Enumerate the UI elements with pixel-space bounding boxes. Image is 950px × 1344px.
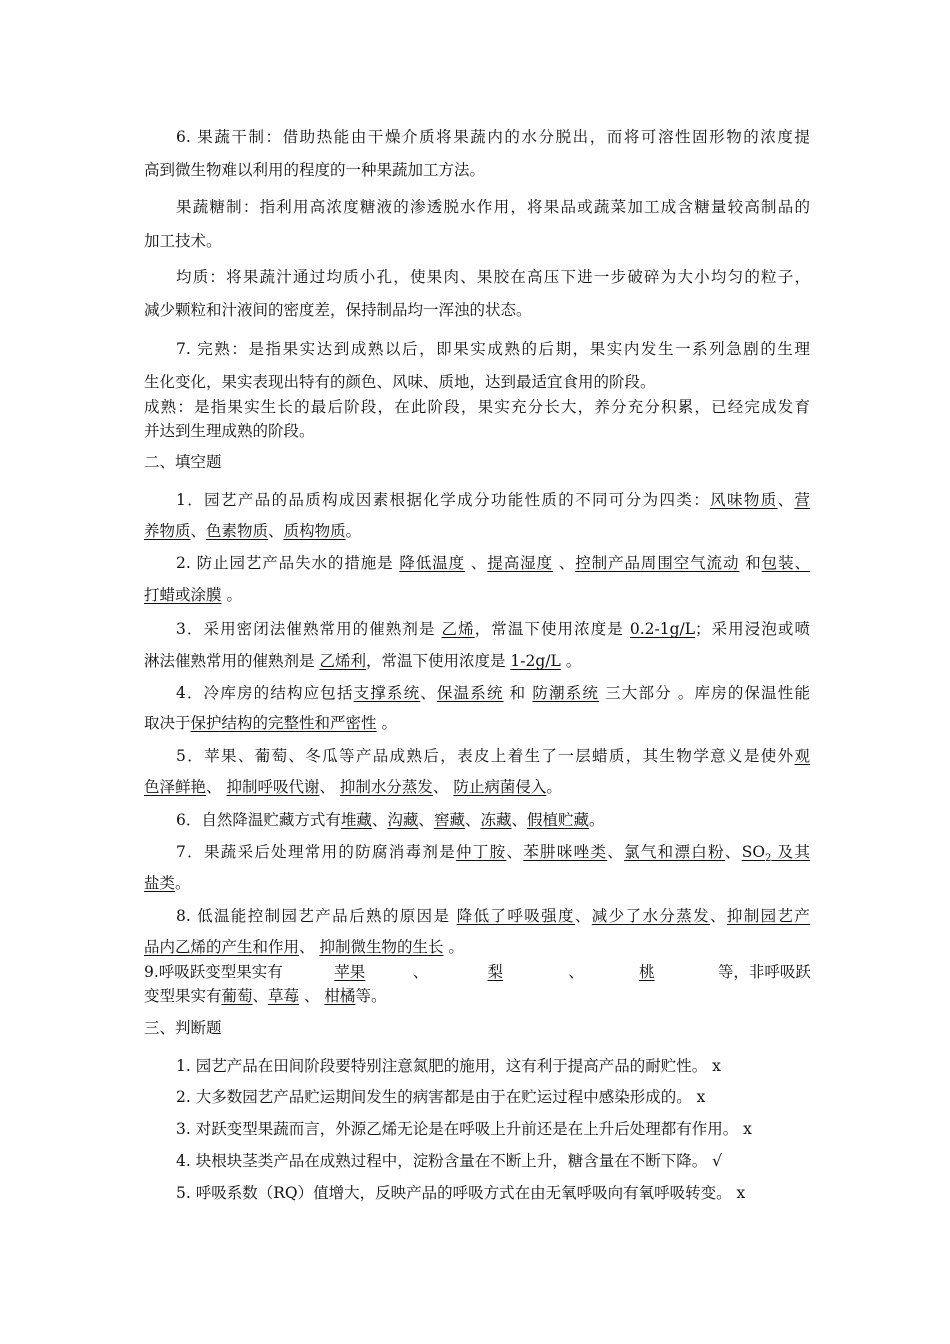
q5-line1: 5．苹果、葡萄、冬瓜等产品成熟后，表皮上着生了一层蜡质，其生物学意义是使外观 xyxy=(176,747,810,765)
judge-item-1: 1. 园艺产品在田间阶段要特别注意氮肥的施用，这有利于提高产品的耐贮性。 x xyxy=(176,1057,721,1075)
q3-line2: 淋法催熟常用的催熟剂是 乙烯利，常温下使用浓度是 1-2g/L 。 xyxy=(144,652,582,670)
section-heading-fill-in: 二、填空题 xyxy=(144,453,222,471)
q1-line1: 1．园艺产品的品质构成因素根据化学成分功能性质的不同可分为四类：风味物质、营 xyxy=(176,491,810,509)
q4-line1: 4．冷库房的结构应包括支撑系统、保温系统 和 防潮系统 三大部分 。库房的保温性能 xyxy=(176,684,810,702)
judge-item-4: 4. 块根块茎类产品在成熟过程中，淀粉含量在不断上升，糖含量在不断下降。 √ xyxy=(176,1152,723,1170)
q9-line1: 9.呼吸跃变型果实有 苹果 、 梨 、 桃 等，非呼吸跃 xyxy=(144,963,811,981)
q7-line1: 7．果蔬采后处理常用的防腐消毒剂是仲丁胺、苯肼咪唑类、氯气和漂白粉、$SO_2$ 及其 xyxy=(176,843,810,865)
q8-line1: 8. 低温能控制园艺产品后熟的原因是 降低了呼吸强度、减少了水分蒸发、抑制园艺产 xyxy=(176,907,810,925)
def-ripe-line1: 7. 完熟：是指果实达到成熟以后，即果实成熟的后期，果实内发生一系列急剧的生理 xyxy=(176,340,810,358)
q6-line: 6．自然降温贮藏方式有堆藏、沟藏、窖藏、冻藏、假植贮藏。 xyxy=(176,811,605,829)
q2-line2: 打蜡或涂膜 。 xyxy=(144,586,242,604)
judge-item-2: 2. 大多数园艺产品贮运期间发生的病害都是由于在贮运过程中感染形成的。 x xyxy=(176,1088,706,1106)
def-drying-line1: 6. 果蔬干制：借助热能由干燥介质将果蔬内的水分脱出，而将可溶性固形物的浓度提 xyxy=(176,128,810,146)
def-drying-line2: 高到微生物难以利用的程度的一种果蔬加工方法。 xyxy=(144,161,486,179)
q2-line1: 2. 防止园艺产品失水的措施是 降低温度 、提高湿度 、控制产品周围空气流动 和包装、 xyxy=(176,554,810,572)
def-mature-line2: 并达到生理成熟的阶段。 xyxy=(144,422,315,440)
q5-line2: 色泽鲜艳、 抑制呼吸代谢、 抑制水分蒸发、 防止病菌侵入。 xyxy=(144,778,562,796)
def-homog-line2: 减少颗粒和汁液间的密度差，保持制品均一浑浊的状态。 xyxy=(144,301,532,319)
def-candy-line1: 果蔬糖制：指利用高浓度糖液的渗透脱水作用，将果品或蔬菜加工成含糖量较高制品的 xyxy=(176,198,810,216)
q7-line2: 盐类。 xyxy=(144,874,191,892)
q3-line1: 3．采用密闭法催熟常用的催熟剂是 乙烯，常温下使用浓度是 0.2-1g/L；采用浸泡或喷 xyxy=(176,620,810,638)
def-candy-line2: 加工技术。 xyxy=(144,232,222,250)
q4-line2: 取决于保护结构的完整性和严密性 。 xyxy=(144,714,397,732)
def-mature-line1: 成熟：是指果实生长的最后阶段，在此阶段，果实充分长大，养分充分积累，已经完成发育 xyxy=(144,398,810,416)
def-ripe-line2: 生化变化，果实表现出特有的颜色、风味、质地，达到最适宜食用的阶段。 xyxy=(144,373,656,391)
q8-line2: 品内乙烯的产生和作用、 抑制微生物的生长 。 xyxy=(144,938,464,956)
section-heading-judgement: 三、判断题 xyxy=(144,1019,222,1037)
judge-item-5: 5. 呼吸系数（RQ）值增大，反映产品的呼吸方式在由无氧呼吸向有氧呼吸转变。 x xyxy=(176,1184,746,1202)
judge-item-3: 3. 对跃变型果蔬而言，外源乙烯无论是在呼吸上升前还是在上升后处理都有作用。 x xyxy=(176,1120,752,1138)
q1-line2: 养物质、色素物质、质构物质。 xyxy=(144,522,362,540)
def-homog-line1: 均质：将果蔬汁通过均质小孔，使果肉、果胶在高压下进一步破碎为大小均匀的粒子， xyxy=(176,268,810,286)
q9-line2: 变型果实有葡萄、草莓 、 柑橘等。 xyxy=(144,987,387,1005)
